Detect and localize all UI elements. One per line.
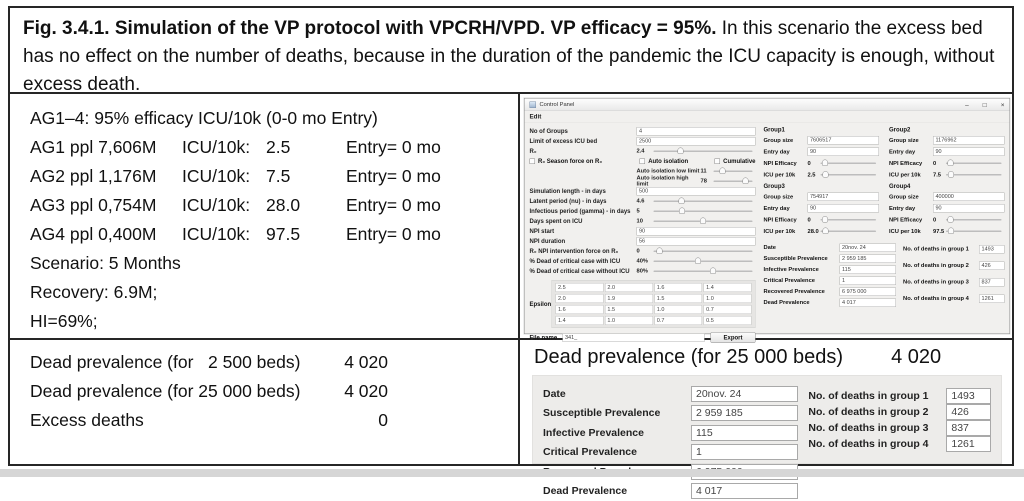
- entry-day-field[interactable]: 90: [808, 204, 880, 213]
- summary-row: [30, 406, 512, 435]
- deaths-field[interactable]: 1261: [979, 294, 1004, 303]
- npi-duration-field[interactable]: 56: [637, 237, 756, 246]
- status-field[interactable]: 2 959 185: [840, 254, 897, 263]
- auto-high-label: Auto isolation high limit: [637, 175, 701, 187]
- epsilon-cell-field[interactable]: 0.5: [704, 316, 752, 325]
- status-row: [543, 443, 798, 463]
- ag-group-label: AG1 ppl 7,606M: [30, 133, 182, 162]
- menubar: [525, 111, 1010, 123]
- npi-force-value: 0: [637, 248, 654, 254]
- deaths-row: [903, 293, 1004, 304]
- checkbox-icon[interactable]: [715, 158, 721, 164]
- status-label: Infective Prevalence: [764, 267, 840, 273]
- infectious-label: Infectious period (gamma) - in days: [530, 208, 637, 215]
- status-field[interactable]: 1: [840, 276, 897, 285]
- group-title: Group2: [889, 126, 1005, 135]
- dead-with-icu-label: % Dead of critical case with ICU: [530, 258, 637, 265]
- group-size-label: Group size: [764, 194, 808, 200]
- figure-box: [8, 6, 1014, 466]
- ag-icu-value: 7.5: [266, 162, 346, 191]
- checkbox-icon[interactable]: [530, 158, 536, 164]
- status-label: Susceptible Prevalence: [764, 256, 840, 262]
- slider-thumb[interactable]: [742, 177, 748, 184]
- entry-day-field[interactable]: 90: [933, 148, 1005, 157]
- deaths-label: No. of deaths in group 3: [808, 422, 946, 434]
- auto-isolation-label: Auto isolation: [648, 158, 688, 165]
- no-of-groups-label: No of Groups: [530, 128, 637, 135]
- entry-day-label: Entry day: [889, 205, 933, 211]
- epsilon-cell-field[interactable]: 0.7: [704, 305, 752, 314]
- npi-start-field[interactable]: 90: [637, 227, 756, 236]
- group-size-label: Group size: [764, 137, 808, 143]
- deaths-row: [808, 388, 991, 404]
- minimize-icon[interactable]: –: [965, 101, 969, 109]
- deaths-field[interactable]: 1493: [946, 388, 991, 404]
- epsilon-cell-field[interactable]: 1.4: [704, 283, 752, 292]
- r0-value: 2.4: [637, 148, 654, 154]
- slider-thumb[interactable]: [823, 228, 829, 235]
- epsilon-cell-field[interactable]: 0.7: [654, 316, 702, 325]
- slider-thumb[interactable]: [948, 160, 954, 167]
- latent-value: 4.6: [637, 198, 654, 204]
- file-name-field[interactable]: 341_: [563, 333, 705, 342]
- group-title: Group3: [764, 183, 880, 192]
- status-left: [764, 242, 897, 308]
- deaths-field[interactable]: 1261: [946, 436, 991, 452]
- status-row: [543, 384, 798, 404]
- npi-force-slider[interactable]: [654, 250, 753, 252]
- deaths-field[interactable]: 426: [946, 404, 991, 420]
- deaths-label: No. of deaths in group 1: [903, 246, 979, 252]
- figure-caption: [10, 8, 1012, 94]
- control-panel-cell: [520, 94, 1012, 338]
- status-row: [764, 253, 897, 264]
- deaths-label: No. of deaths in group 1: [808, 390, 946, 402]
- status-row: [764, 242, 897, 253]
- icu-days-value: 10: [637, 218, 654, 224]
- group-blocks: [764, 126, 1005, 237]
- deaths-field[interactable]: 1493: [979, 245, 1004, 254]
- group-block: [764, 126, 880, 181]
- status-label: Recovered Prevalence: [764, 289, 840, 295]
- icu-per-10k-value: 28.0: [808, 228, 821, 234]
- status-label: Critical Prevalence: [764, 278, 840, 284]
- group-size-label: Group size: [889, 137, 933, 143]
- java-app-icon: [530, 101, 537, 108]
- ag-entry: Entry= 0 mo: [346, 162, 512, 191]
- dead-with-icu-value: 40%: [637, 258, 654, 264]
- summary-label: Dead prevalence (for 2 500 beds): [30, 348, 340, 377]
- dead-prevalence-summary: [10, 340, 520, 464]
- epsilon-cell-field[interactable]: 1.6: [556, 305, 604, 314]
- deaths-row: [903, 260, 1004, 271]
- group-size-field[interactable]: 1176962: [933, 136, 1005, 145]
- icu-bed-limit-label: Limit of excess ICU bed: [530, 138, 637, 145]
- status-label: Date: [543, 388, 691, 400]
- slider-thumb[interactable]: [948, 216, 954, 223]
- window-title: Control Panel: [540, 102, 575, 108]
- dead-without-icu-value: 80%: [637, 268, 654, 274]
- group-block: [764, 183, 880, 238]
- icu-per-10k-label: ICU per 10k: [764, 228, 808, 234]
- auto-high-value: 78: [701, 178, 714, 184]
- ag-header: AG1–4: 95% efficacy ICU/10k (0-0 mo Entry): [30, 104, 512, 133]
- dead-without-icu-label: % Dead of critical case without ICU: [530, 268, 637, 275]
- summary-label: Excess deaths: [30, 406, 340, 435]
- epsilon-cell-field[interactable]: 2.0: [605, 283, 653, 292]
- npi-efficacy-value: 0: [933, 217, 946, 223]
- status-row: [764, 275, 897, 286]
- scenario-line: Scenario: 5 Months: [30, 249, 512, 278]
- ag-icu-label: ICU/10k:: [182, 133, 266, 162]
- status-field[interactable]: 2 959 185: [691, 405, 798, 421]
- page-background-strip: [0, 469, 1024, 477]
- checkbox-icon[interactable]: [640, 158, 646, 164]
- auto-high-slider[interactable]: [714, 180, 753, 182]
- npi-efficacy-slider[interactable]: [821, 163, 877, 165]
- epsilon-cell-field[interactable]: 2.0: [556, 294, 604, 303]
- deaths-row: [808, 404, 991, 420]
- icu-per-10k-slider[interactable]: [821, 231, 877, 233]
- slider-thumb[interactable]: [822, 160, 828, 167]
- icu-per-10k-label: ICU per 10k: [889, 228, 933, 234]
- ag-icu-label: ICU/10k:: [182, 162, 266, 191]
- icu-per-10k-value: 2.5: [808, 172, 821, 178]
- season-force-label: R₀ Season force on R₀: [538, 158, 602, 165]
- deaths-label: No. of deaths in group 4: [808, 438, 946, 450]
- status-row: [543, 404, 798, 424]
- ag-row: [30, 133, 512, 162]
- npi-force-label: R₀ NPI intervention force on R₀: [530, 248, 637, 255]
- icu-per-10k-slider[interactable]: [821, 174, 877, 176]
- ag-row: [30, 162, 512, 191]
- npi-efficacy-slider[interactable]: [946, 219, 1002, 221]
- r0-slider[interactable]: [654, 150, 753, 152]
- ag-entry: Entry= 0 mo: [346, 220, 512, 249]
- entry-day-field[interactable]: 90: [933, 204, 1005, 213]
- status-label: Dead Prevalence: [764, 300, 840, 306]
- slider-thumb[interactable]: [948, 171, 954, 178]
- scenario-text-panel: [10, 94, 520, 338]
- season-force-checkbox[interactable]: [530, 158, 640, 165]
- caption-text: In this scenario the excess bed has no effect on the number of deaths, because in the duration of the pandemic the ICU capacity is enough, without excess death.: [23, 18, 994, 95]
- npi-efficacy-value: 0: [933, 160, 946, 166]
- slider-thumb[interactable]: [948, 228, 954, 235]
- group-size-field[interactable]: 400000: [933, 193, 1005, 202]
- icu-per-10k-value: 7.5: [933, 172, 946, 178]
- deaths-row: [808, 420, 991, 436]
- auto-low-label: Auto isolation low limit: [637, 168, 701, 174]
- status-row: [764, 297, 897, 308]
- deaths-row: [903, 244, 1004, 255]
- group-title: Group1: [764, 126, 880, 135]
- status-row: [543, 423, 798, 443]
- ag-icu-value: 28.0: [266, 191, 346, 220]
- ag-icu-label: ICU/10k:: [182, 220, 266, 249]
- ag-entry: Entry= 0 mo: [346, 133, 512, 162]
- slider-thumb[interactable]: [677, 147, 683, 154]
- epsilon-cell-field[interactable]: 1.4: [556, 316, 604, 325]
- epsilon-cell-field[interactable]: 1.0: [704, 294, 752, 303]
- npi-efficacy-value: 0: [808, 160, 821, 166]
- icu-per-10k-value: 97.5: [933, 228, 946, 234]
- summary-value: 4 020: [340, 377, 388, 406]
- epsilon-label: Epsilon: [530, 301, 552, 308]
- status-field[interactable]: 115: [840, 265, 897, 274]
- summary-value: 0: [340, 406, 388, 435]
- control-panel-window: [524, 98, 1010, 334]
- ag-row: [30, 220, 512, 249]
- npi-efficacy-label: NPI Efficacy: [764, 160, 808, 166]
- status-field[interactable]: 1: [691, 444, 798, 460]
- slider-thumb[interactable]: [823, 171, 829, 178]
- ag-row: [30, 191, 512, 220]
- slider-thumb[interactable]: [719, 167, 725, 174]
- magnified-title: Dead prevalence (for 25 000 beds): [534, 346, 843, 369]
- infectious-value: 5: [637, 208, 654, 214]
- epsilon-cell-field[interactable]: 1.6: [654, 283, 702, 292]
- infectious-slider[interactable]: [654, 210, 753, 212]
- status-row: [764, 286, 897, 297]
- icu-per-10k-label: ICU per 10k: [889, 172, 933, 178]
- group-block: [889, 183, 1005, 238]
- ag-rows: [30, 133, 512, 249]
- npi-efficacy-slider[interactable]: [821, 219, 877, 221]
- auto-low-value: 11: [701, 168, 714, 174]
- slider-thumb[interactable]: [822, 216, 828, 223]
- ag-icu-value: 2.5: [266, 133, 346, 162]
- group-block: [889, 126, 1005, 181]
- export-button[interactable]: Export: [711, 332, 756, 343]
- deaths-row: [808, 436, 991, 452]
- entry-day-label: Entry day: [764, 205, 808, 211]
- summary-row: [30, 348, 512, 377]
- ag-entry: Entry= 0 mo: [346, 191, 512, 220]
- icu-per-10k-slider[interactable]: [946, 231, 1002, 233]
- auto-low-slider[interactable]: [714, 170, 753, 172]
- group-size-field[interactable]: 754917: [808, 193, 880, 202]
- group-size-field[interactable]: 7606517: [808, 136, 880, 145]
- status-field[interactable]: 20nov. 24: [840, 243, 897, 252]
- status-field[interactable]: 4 017: [840, 298, 897, 307]
- cumulative-checkbox[interactable]: [715, 158, 756, 165]
- status-row: [764, 264, 897, 275]
- slider-thumb[interactable]: [678, 197, 684, 204]
- cumulative-label: Cumulative: [723, 158, 755, 165]
- status-label: Critical Prevalence: [543, 446, 691, 458]
- menu-edit[interactable]: Edit: [530, 113, 542, 120]
- sim-length-label: Simulation length - in days: [530, 188, 637, 195]
- slider-thumb[interactable]: [710, 267, 716, 274]
- magnified-title-value: 4 020: [891, 346, 941, 369]
- slider-thumb[interactable]: [679, 207, 685, 214]
- entry-day-field[interactable]: 90: [808, 148, 880, 157]
- ag-group-label: AG2 ppl 1,176M: [30, 162, 182, 191]
- icu-days-slider[interactable]: [654, 220, 753, 222]
- npi-efficacy-label: NPI Efficacy: [889, 217, 933, 223]
- ag-icu-label: ICU/10k:: [182, 191, 266, 220]
- caption-bold: Fig. 3.4.1. Simulation of the VP protocol with VPCRH/VPD. VP efficacy = 95%.: [23, 18, 717, 39]
- status-label: Susceptible Prevalence: [543, 407, 691, 419]
- r0-label: R₀: [530, 148, 637, 155]
- window-titlebar[interactable]: [525, 99, 1010, 112]
- epsilon-cell-field[interactable]: 1.0: [654, 305, 702, 314]
- hi-line: HI=69%;: [30, 307, 512, 336]
- status-label: Infective Prevalence: [543, 427, 691, 439]
- icu-bed-limit-field[interactable]: 2500: [637, 137, 756, 146]
- status-row: [543, 482, 798, 501]
- latent-label: Latent period (nu) - in days: [530, 198, 637, 205]
- no-of-groups-field[interactable]: 4: [637, 127, 756, 136]
- magnified-status-table: [532, 375, 1002, 464]
- entry-day-label: Entry day: [764, 149, 808, 155]
- deaths-field[interactable]: 426: [979, 261, 1004, 270]
- summary-value: 4 020: [340, 348, 388, 377]
- dead-with-icu-slider[interactable]: [654, 260, 753, 262]
- npi-duration-label: NPI duration: [530, 238, 637, 245]
- group-size-label: Group size: [889, 194, 933, 200]
- status-field[interactable]: 115: [691, 425, 798, 441]
- deaths-row: [903, 277, 1004, 288]
- icu-per-10k-slider[interactable]: [946, 174, 1002, 176]
- epsilon-cell-field[interactable]: 1.5: [654, 294, 702, 303]
- ag-group-label: AG3 ppl 0,754M: [30, 191, 182, 220]
- latent-slider[interactable]: [654, 200, 753, 202]
- status-field[interactable]: 6 975 000: [840, 287, 897, 296]
- dead-without-icu-slider[interactable]: [654, 270, 753, 272]
- summary-label: Dead prevalence (for 25 000 beds): [30, 377, 340, 406]
- middle-row: [10, 94, 1012, 340]
- magnified-status-cell: [520, 340, 1012, 464]
- deaths-label: No. of deaths in group 2: [808, 406, 946, 418]
- status-right: [896, 242, 1004, 308]
- status-label: Date: [764, 245, 840, 251]
- icu-per-10k-label: ICU per 10k: [764, 172, 808, 178]
- group-title: Group4: [889, 183, 1005, 192]
- npi-efficacy-value: 0: [808, 217, 821, 223]
- icu-days-label: Days spent on ICU: [530, 218, 637, 225]
- entry-day-label: Entry day: [889, 149, 933, 155]
- epsilon-cell-field[interactable]: 1.9: [605, 294, 653, 303]
- deaths-field[interactable]: 837: [979, 278, 1004, 287]
- epsilon-matrix: [552, 280, 756, 328]
- npi-efficacy-label: NPI Efficacy: [889, 160, 933, 166]
- epsilon-cell-field[interactable]: 1.5: [605, 305, 653, 314]
- status-label: Dead Prevalence: [543, 485, 691, 497]
- deaths-label: No. of deaths in group 2: [903, 263, 979, 269]
- slider-thumb[interactable]: [695, 257, 701, 264]
- file-name-label: File name: [530, 334, 563, 341]
- bottom-row: [10, 340, 1012, 464]
- deaths-field[interactable]: 837: [946, 420, 991, 436]
- slider-thumb[interactable]: [656, 247, 662, 254]
- status-field[interactable]: 20nov. 24: [691, 386, 798, 402]
- slider-thumb[interactable]: [700, 217, 706, 224]
- close-icon[interactable]: ×: [1001, 101, 1005, 109]
- epsilon-cell-field[interactable]: 2.5: [556, 283, 604, 292]
- npi-start-label: NPI start: [530, 228, 637, 235]
- npi-efficacy-label: NPI Efficacy: [764, 217, 808, 223]
- ag-group-label: AG4 ppl 0,400M: [30, 220, 182, 249]
- sim-length-field[interactable]: 500: [637, 187, 756, 196]
- deaths-label: No. of deaths in group 4: [903, 296, 979, 302]
- deaths-label: No. of deaths in group 3: [903, 279, 979, 285]
- recovery-line: Recovery: 6.9M;: [30, 278, 512, 307]
- ag-icu-value: 97.5: [266, 220, 346, 249]
- epsilon-cell-field[interactable]: 1.0: [605, 316, 653, 325]
- auto-isolation-checkbox[interactable]: [640, 158, 703, 165]
- npi-efficacy-slider[interactable]: [946, 163, 1002, 165]
- maximize-icon[interactable]: □: [983, 101, 987, 109]
- status-field[interactable]: 4 017: [691, 483, 798, 499]
- summary-row: [30, 377, 512, 406]
